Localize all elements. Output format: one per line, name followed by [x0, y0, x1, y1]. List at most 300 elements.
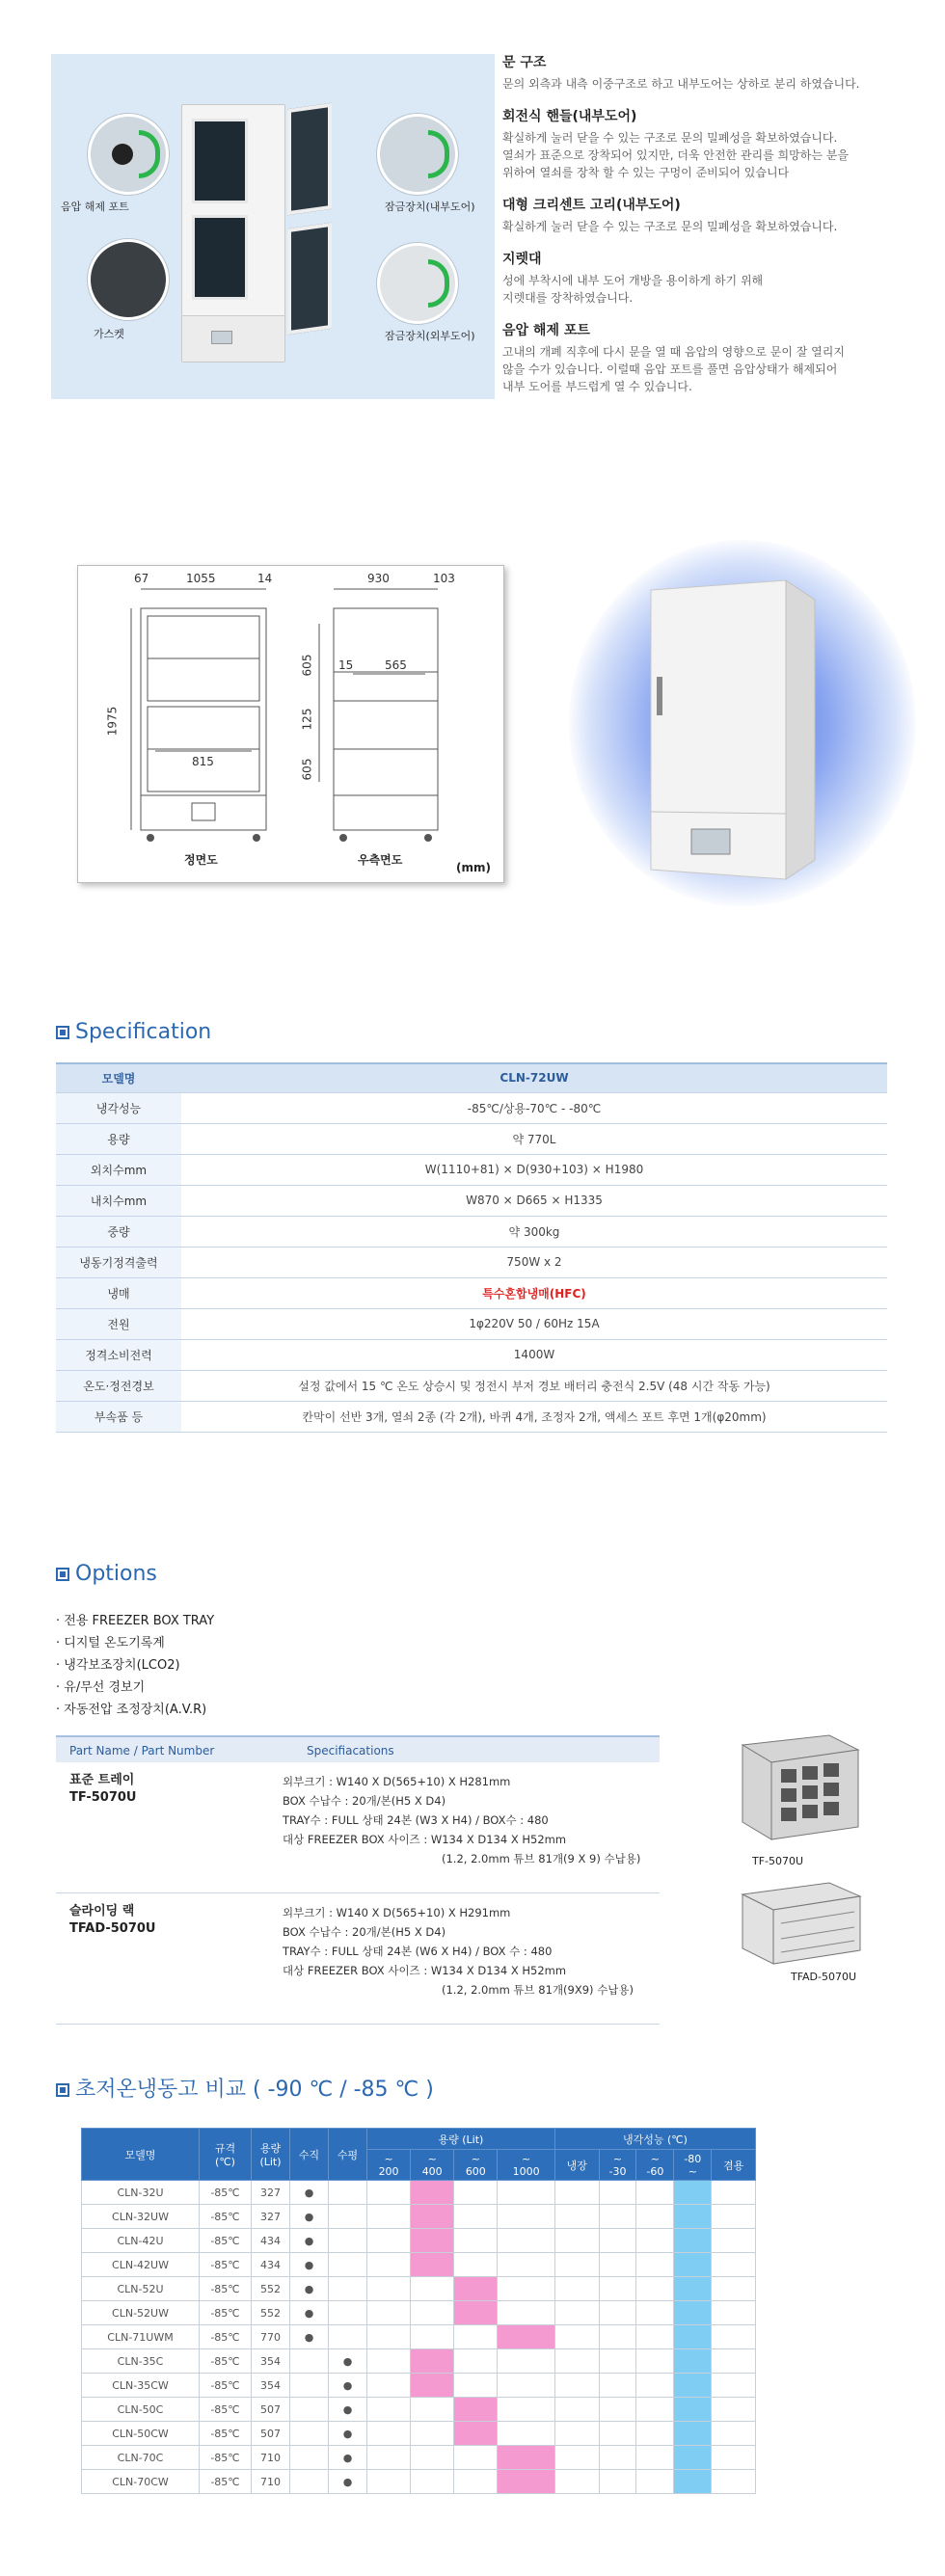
cell-cooling-band [712, 2422, 756, 2446]
cell-spec: -85℃ [200, 2301, 252, 2325]
cell-cooling-band [599, 2253, 636, 2277]
cell-cooling-band [554, 2277, 599, 2301]
cell-capacity-band [411, 2470, 454, 2494]
list-item: · 전용 FREEZER BOX TRAY [56, 1610, 214, 1632]
table-row [82, 2325, 756, 2349]
cell-upright [290, 2349, 329, 2374]
feature-title: 지렛대 [502, 252, 542, 267]
list-item: · 자동전압 조정장치(A.V.R) [56, 1699, 214, 1721]
dim-side-v1: 605 [300, 654, 314, 677]
cell-cooling-band [636, 2205, 674, 2229]
cell-model: CLN-42UW [82, 2253, 200, 2277]
table-row [56, 1401, 887, 1432]
cell-chest: ● [329, 2398, 367, 2422]
cell-model: CLN-71UWM [82, 2325, 200, 2349]
cell-cooling-band [599, 2422, 636, 2446]
table-row [56, 1154, 887, 1185]
cell-capacity: 434 [252, 2229, 290, 2253]
cell-capacity-band [411, 2181, 454, 2205]
cell-capacity-band [411, 2446, 454, 2470]
cell-model: CLN-70C [82, 2446, 200, 2470]
spec-key: 냉각성능 [56, 1092, 181, 1123]
cell-cooling-band [554, 2229, 599, 2253]
cell-cooling-band [712, 2398, 756, 2422]
spec-value: 750W x 2 [181, 1247, 887, 1277]
cell-upright: ● [290, 2301, 329, 2325]
table-row [82, 2301, 756, 2325]
cell-capacity: 710 [252, 2470, 290, 2494]
cell-model: CLN-70CW [82, 2470, 200, 2494]
cell-capacity: 507 [252, 2398, 290, 2422]
table-row [82, 2253, 756, 2277]
cell-cooling-band [674, 2374, 712, 2398]
unit-label: (mm) [456, 861, 491, 874]
label-lock-inner: 잠금장치(내부도어) [385, 201, 475, 213]
table-row [82, 2374, 756, 2398]
cell-capacity-band [498, 2301, 554, 2325]
cell-cooling-band [712, 2325, 756, 2349]
cell-cooling-band [674, 2301, 712, 2325]
cell-capacity-band [411, 2422, 454, 2446]
cell-capacity-band [454, 2301, 498, 2325]
cell-capacity: 434 [252, 2253, 290, 2277]
cell-capacity-band [454, 2446, 498, 2470]
cell-cooling-band [636, 2374, 674, 2398]
cell-upright [290, 2374, 329, 2398]
feature-text: 고내의 개폐 직후에 다시 문을 열 때 음압의 영향으로 문이 잘 열리지 않을 수가 있습니다. 이럴때 음압 포트를 풀면 음압상태가 해제되어 내부 도어를 부드럽게 열 수 있습니다. [502, 345, 845, 393]
cell-cooling-band [554, 2325, 599, 2349]
cell-model: CLN-32UW [82, 2205, 200, 2229]
cell-capacity-band [454, 2277, 498, 2301]
dim-front-3: 14 [257, 572, 273, 585]
cell-cooling-band [599, 2277, 636, 2301]
cell-upright [290, 2398, 329, 2422]
dim-front-inner: 815 [192, 755, 214, 768]
cell-upright [290, 2422, 329, 2446]
cell-cooling-band [636, 2181, 674, 2205]
feature-text: 확실하게 눌러 닫을 수 있는 구조로 문의 밀폐성을 확보하였습니다. 열쇠가 표준으로 장착되어 있지만, 더욱 안전한 관리를 희망하는 분을 위하여 열쇠를 장착 할 수 있는 구멍이 준비되어 있습니다 [502, 131, 849, 179]
cell-cooling-band [554, 2301, 599, 2325]
cell-cooling-band [674, 2470, 712, 2494]
cell-chest: ● [329, 2422, 367, 2446]
table-row [82, 2277, 756, 2301]
cell-capacity-band [367, 2446, 411, 2470]
spec-key: 모델명 [56, 1063, 181, 1092]
cell-model: CLN-32U [82, 2181, 200, 2205]
cell-capacity-band [367, 2205, 411, 2229]
cell-cooling-band [674, 2277, 712, 2301]
spec-value: W870 × D665 × H1335 [181, 1185, 887, 1216]
cell-capacity-band [411, 2229, 454, 2253]
cell-capacity: 507 [252, 2422, 290, 2446]
feature-item [502, 249, 927, 307]
cell-capacity-band [411, 2205, 454, 2229]
cell-capacity-band [367, 2470, 411, 2494]
outer-door-upper [287, 103, 332, 215]
dim-front-2: 1055 [186, 572, 216, 585]
cell-capacity: 354 [252, 2374, 290, 2398]
tray-image [733, 1726, 868, 1851]
cell-capacity-band [367, 2325, 411, 2349]
control-panel [211, 331, 232, 344]
cell-cooling-band [674, 2181, 712, 2205]
options-table [56, 1735, 660, 2025]
table-row [56, 1762, 660, 1893]
cell-cooling-band [712, 2446, 756, 2470]
cell-cooling-band [599, 2229, 636, 2253]
table-row [82, 2446, 756, 2470]
cell-upright: ● [290, 2253, 329, 2277]
cell-cooling-band [599, 2446, 636, 2470]
col-model: 모델명 [82, 2129, 200, 2181]
cell-spec: -85℃ [200, 2349, 252, 2374]
option-name: 슬라이딩 랙 TFAD-5070U [69, 1904, 156, 1936]
header-part: Part Name / Part Number [69, 1744, 215, 1758]
col-capacity-group: 용량 (Lit) [367, 2129, 555, 2150]
cell-capacity-band [454, 2325, 498, 2349]
cell-capacity-band [498, 2205, 554, 2229]
cell-capacity-band [498, 2181, 554, 2205]
rotate-arrow-icon [428, 130, 449, 178]
spec-value: -85℃/상용-70℃ - -80℃ [181, 1092, 887, 1123]
cell-upright [290, 2470, 329, 2494]
cell-capacity-band [454, 2253, 498, 2277]
col-capacity: 용량 (Lit) [252, 2129, 290, 2181]
tray-label-2: TFAD-5070U [791, 1971, 857, 1983]
feature-title: 음압 해제 포트 [502, 323, 590, 338]
dim-side-2: 103 [433, 572, 455, 585]
square-bullet-icon [56, 1568, 69, 1581]
cell-cooling-band [712, 2229, 756, 2253]
dim-side-v2: 125 [300, 708, 314, 731]
rack-image [735, 1875, 870, 1972]
caption-side: 우측면도 [358, 853, 403, 867]
cell-model: CLN-35CW [82, 2374, 200, 2398]
cell-cooling-band [554, 2181, 599, 2205]
cell-capacity-band [498, 2229, 554, 2253]
rotate-arrow-icon [428, 259, 449, 308]
cell-capacity-band [498, 2277, 554, 2301]
cell-cooling-band [674, 2398, 712, 2422]
cell-capacity: 770 [252, 2325, 290, 2349]
col-cooling-group: 냉각성능 (℃) [554, 2129, 755, 2150]
product-image [632, 571, 824, 889]
cell-capacity-band [498, 2325, 554, 2349]
cell-cooling-band [554, 2374, 599, 2398]
label-lock-outer: 잠금장치(외부도어) [385, 330, 475, 342]
cell-cooling-band [636, 2325, 674, 2349]
cell-cooling-band [636, 2349, 674, 2374]
cell-capacity-band [367, 2229, 411, 2253]
col-spec: 규격 (℃) [200, 2129, 252, 2181]
cell-chest [329, 2205, 367, 2229]
spec-key: 부속품 등 [56, 1401, 181, 1432]
table-row [56, 1277, 887, 1308]
cell-capacity-band [498, 2398, 554, 2422]
cell-cooling-band [554, 2398, 599, 2422]
option-specs: 외부크기 : W140 X D(565+10) X H291mm BOX 수납수 : 20개/본(H5 X D4) TRAY수 : FULL 상태 24본 (W6 X H4) / BOX 수 : 480 대상 FREEZER BOX 사이즈 : W134 X D134 X H52mm (1.2, 2.0mm 튜브 81개(9X9) 수납용) [283, 1906, 634, 1997]
cell-capacity-band [367, 2349, 411, 2374]
cell-cooling-band [636, 2470, 674, 2494]
cell-cooling-band [674, 2349, 712, 2374]
table-row [82, 2229, 756, 2253]
cell-capacity: 327 [252, 2181, 290, 2205]
cell-chest [329, 2253, 367, 2277]
cell-capacity-band [367, 2253, 411, 2277]
cell-capacity: 710 [252, 2446, 290, 2470]
table-row [82, 2181, 756, 2205]
cell-capacity-band [411, 2349, 454, 2374]
gasket-closeup [88, 239, 169, 320]
square-bullet-icon [56, 2083, 69, 2097]
cell-cooling-band [554, 2205, 599, 2229]
cell-capacity-band [454, 2205, 498, 2229]
cell-cooling-band [674, 2446, 712, 2470]
table-row [56, 1339, 887, 1370]
dim-side-small: 15 [338, 658, 354, 672]
cell-capacity-band [498, 2374, 554, 2398]
cell-spec: -85℃ [200, 2422, 252, 2446]
label-gasket: 가스켓 [94, 328, 124, 340]
cell-cooling-band [554, 2422, 599, 2446]
cell-cooling-band [636, 2229, 674, 2253]
cell-capacity-band [367, 2398, 411, 2422]
cell-cooling-band [636, 2398, 674, 2422]
dim-side-inner: 565 [385, 658, 407, 672]
cell-capacity-band [411, 2374, 454, 2398]
list-item: · 유/무선 경보기 [56, 1677, 214, 1699]
cell-cooling-band [554, 2349, 599, 2374]
cell-cooling-band [636, 2422, 674, 2446]
feature-item [502, 106, 927, 181]
feature-text: 성에 부착시에 내부 도어 개방을 용이하게 하기 위해 지렛대를 장착하였습니다. [502, 274, 764, 305]
table-row [56, 1893, 660, 2025]
feature-title: 대형 크리센트 고리(내부도어) [502, 198, 681, 213]
table-row [82, 2422, 756, 2446]
cell-capacity: 552 [252, 2277, 290, 2301]
spec-value: 1400W [181, 1339, 887, 1370]
cell-capacity-band [411, 2325, 454, 2349]
cell-cooling-band [554, 2253, 599, 2277]
feature-title: 문 구조 [502, 55, 547, 70]
dimension-drawing [77, 565, 504, 883]
feature-photo [51, 54, 495, 399]
cell-cooling-band [554, 2446, 599, 2470]
options-heading: Options [56, 1562, 157, 1586]
table-header-row [82, 2129, 756, 2150]
cell-capacity: 354 [252, 2349, 290, 2374]
col-cap-band: ~ 400 [411, 2150, 454, 2181]
cell-spec: -85℃ [200, 2470, 252, 2494]
cell-spec: -85℃ [200, 2205, 252, 2229]
label-pressure-port: 음압 해제 포트 [61, 201, 129, 213]
inner-door-upper [192, 119, 248, 203]
square-bullet-icon [56, 1026, 69, 1039]
cell-capacity-band [498, 2470, 554, 2494]
cell-capacity-band [411, 2277, 454, 2301]
spec-value: 약 770L [181, 1123, 887, 1154]
spec-value: W(1110+81) × D(930+103) × H1980 [181, 1154, 887, 1185]
table-row [56, 1123, 887, 1154]
cell-cooling-band [599, 2325, 636, 2349]
table-row [82, 2349, 756, 2374]
cell-chest: ● [329, 2349, 367, 2374]
cell-chest [329, 2325, 367, 2349]
cell-upright: ● [290, 2229, 329, 2253]
col-chest: 수평 [329, 2129, 367, 2181]
cell-spec: -85℃ [200, 2277, 252, 2301]
compare-heading: 초저온냉동고 비교 ( -90 ℃ / -85 ℃ ) [56, 2073, 434, 2103]
inner-door-lower [192, 215, 248, 300]
cell-capacity: 327 [252, 2205, 290, 2229]
cell-capacity-band [367, 2374, 411, 2398]
spec-key: 온도·정전경보 [56, 1370, 181, 1401]
cell-upright: ● [290, 2277, 329, 2301]
drawing-lines [78, 566, 505, 884]
list-item: · 냉각보조장치(LCO2) [56, 1654, 214, 1677]
cell-cooling-band [636, 2253, 674, 2277]
cell-cooling-band [599, 2470, 636, 2494]
cell-cooling-band [636, 2277, 674, 2301]
feature-item [502, 52, 927, 93]
cell-spec: -85℃ [200, 2374, 252, 2398]
list-item: · 디지털 온도기록계 [56, 1632, 214, 1654]
table-row [82, 2205, 756, 2229]
cell-cooling-band [599, 2349, 636, 2374]
header-spec: Specifiacations [307, 1744, 394, 1758]
cell-chest [329, 2301, 367, 2325]
spec-table [56, 1062, 887, 1433]
cell-model: CLN-52U [82, 2277, 200, 2301]
cell-cooling-band [599, 2181, 636, 2205]
cell-cooling-band [674, 2229, 712, 2253]
spec-value: 약 300kg [181, 1216, 887, 1247]
cell-model: CLN-42U [82, 2229, 200, 2253]
cell-cooling-band [674, 2422, 712, 2446]
table-row [82, 2470, 756, 2494]
cell-capacity-band [454, 2470, 498, 2494]
cell-chest [329, 2229, 367, 2253]
inner-lock-closeup [377, 114, 458, 195]
table-row [56, 1247, 887, 1277]
outer-door-lower [287, 223, 332, 335]
cell-upright [290, 2446, 329, 2470]
spec-key: 냉동기정격출력 [56, 1247, 181, 1277]
options-list [56, 1610, 214, 1721]
cell-chest [329, 2277, 367, 2301]
col-cool-band: 겸용 [712, 2150, 756, 2181]
cell-capacity-band [454, 2349, 498, 2374]
cell-cooling-band [712, 2205, 756, 2229]
cell-cooling-band [554, 2470, 599, 2494]
cell-chest [329, 2181, 367, 2205]
table-row [56, 1063, 887, 1092]
cell-capacity-band [411, 2301, 454, 2325]
table-row [56, 1370, 887, 1401]
cell-spec: -85℃ [200, 2446, 252, 2470]
spec-key: 전원 [56, 1308, 181, 1339]
spec-value: 칸막이 선반 3개, 열쇠 2종 (각 2개), 바퀴 4개, 조정자 2개, 액세스 포트 후면 1개(φ20mm) [181, 1401, 887, 1432]
col-cool-band: ~ -30 [599, 2150, 636, 2181]
spec-value: CLN-72UW [181, 1063, 887, 1092]
table-row [56, 1216, 887, 1247]
cell-capacity-band [367, 2422, 411, 2446]
cell-capacity-band [454, 2374, 498, 2398]
cell-capacity-band [411, 2398, 454, 2422]
col-upright: 수직 [290, 2129, 329, 2181]
cell-upright: ● [290, 2205, 329, 2229]
cell-capacity-band [498, 2446, 554, 2470]
feature-text: 확실하게 눌러 닫을 수 있는 구조로 문의 밀폐성을 확보하였습니다. [502, 220, 838, 233]
cell-cooling-band [712, 2301, 756, 2325]
cell-capacity-band [367, 2301, 411, 2325]
dim-front-height: 1975 [105, 706, 120, 737]
cell-cooling-band [712, 2253, 756, 2277]
dim-side-1: 930 [367, 572, 390, 585]
pressure-port-closeup [88, 114, 169, 195]
spec-key: 냉매 [56, 1277, 181, 1308]
table-row [82, 2398, 756, 2422]
col-cap-band: ~ 200 [367, 2150, 411, 2181]
freezer-body [181, 104, 285, 362]
comparison-table [81, 2128, 756, 2494]
col-cool-band: ~ -60 [636, 2150, 674, 2181]
spec-value: 설정 값에서 15 ℃ 온도 상승시 및 정전시 부저 경보 배터리 충전식 2.5V (48 시간 작동 가능) [181, 1370, 887, 1401]
feature-item [502, 320, 927, 395]
cell-capacity-band [498, 2349, 554, 2374]
spec-heading: Specification [56, 1020, 211, 1044]
cell-upright: ● [290, 2181, 329, 2205]
cell-model: CLN-52UW [82, 2301, 200, 2325]
cell-capacity-band [498, 2422, 554, 2446]
cell-capacity-band [367, 2181, 411, 2205]
cell-capacity: 552 [252, 2301, 290, 2325]
cell-spec: -85℃ [200, 2325, 252, 2349]
spec-key: 정격소비전력 [56, 1339, 181, 1370]
cell-model: CLN-35C [82, 2349, 200, 2374]
feature-text: 문의 외측과 내측 이중구조로 하고 내부도어는 상하로 분리 하였습니다. [502, 77, 860, 91]
cell-chest: ● [329, 2446, 367, 2470]
cell-cooling-band [674, 2205, 712, 2229]
table-row [56, 1308, 887, 1339]
cell-cooling-band [636, 2446, 674, 2470]
col-cool-band: -80 ~ [674, 2150, 712, 2181]
outer-lock-closeup [377, 243, 458, 324]
spec-value: 특수혼합냉매(HFC) [181, 1277, 887, 1308]
cell-cooling-band [674, 2325, 712, 2349]
option-specs: 외부크기 : W140 X D(565+10) X H281mm BOX 수납수 : 20개/본(H5 X D4) TRAY수 : FULL 상태 24본 (W3 X H4) / BOX수 : 480 대상 FREEZER BOX 사이즈 : W134 X D134 X H52mm (1.2, 2.0mm 튜브 81개(9 X 9) 수납용) [283, 1775, 641, 1865]
cell-capacity-band [454, 2229, 498, 2253]
cell-cooling-band [599, 2205, 636, 2229]
cell-capacity-band [367, 2277, 411, 2301]
cell-cooling-band [712, 2374, 756, 2398]
spec-key: 내치수mm [56, 1185, 181, 1216]
spec-key: 중량 [56, 1216, 181, 1247]
rotate-arrow-icon [139, 130, 160, 178]
cell-model: CLN-50C [82, 2398, 200, 2422]
cell-cooling-band [712, 2181, 756, 2205]
cell-spec: -85℃ [200, 2181, 252, 2205]
cell-cooling-band [674, 2253, 712, 2277]
cell-cooling-band [636, 2301, 674, 2325]
feature-item [502, 195, 927, 235]
option-name: 표준 트레이 TF-5070U [69, 1773, 137, 1805]
cell-cooling-band [712, 2277, 756, 2301]
cell-capacity-band [454, 2181, 498, 2205]
cell-cooling-band [599, 2398, 636, 2422]
cell-chest: ● [329, 2470, 367, 2494]
cell-capacity-band [454, 2398, 498, 2422]
